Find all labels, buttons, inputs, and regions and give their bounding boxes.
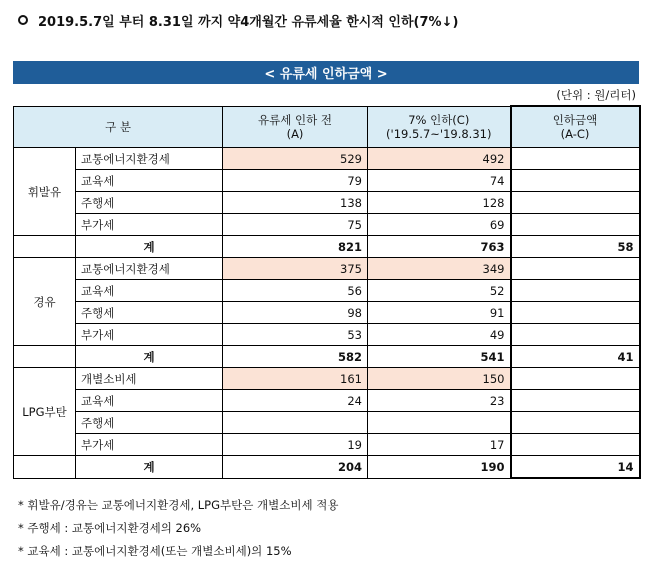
reduction-cell — [511, 324, 640, 346]
headline — [18, 10, 458, 30]
after-cell: 69 — [368, 214, 511, 236]
total-after-cell: 541 — [368, 346, 511, 368]
before-cell — [223, 412, 368, 434]
item-cell: 교육세 — [76, 390, 223, 412]
after-cell: 49 — [368, 324, 511, 346]
total-before-cell: 821 — [223, 236, 368, 258]
total-label: 계 — [76, 236, 223, 258]
group-label-gasoline: 휘발유 — [14, 148, 76, 236]
header-category: 구 분 — [14, 106, 223, 148]
header-before-line2: (A) — [286, 126, 304, 141]
reduction-cell — [511, 368, 640, 390]
header-reduction-line2: (A-C) — [560, 127, 590, 141]
table-row — [14, 412, 640, 434]
total-row — [14, 236, 640, 258]
total-label: 계 — [76, 456, 223, 479]
total-after-cell: 763 — [368, 236, 511, 258]
before-cell: 529 — [223, 148, 368, 170]
reduction-cell — [511, 214, 640, 236]
total-reduction-cell: 58 — [511, 236, 640, 258]
total-spacer-cell — [14, 346, 76, 368]
reduction-cell — [511, 390, 640, 412]
item-cell: 교통에너지환경세 — [76, 148, 223, 170]
footnote-item: * 휘발유/경유는 교통에너지환경세, LPG부탄은 개별소비세 적용 — [18, 498, 339, 512]
total-after-cell: 190 — [368, 456, 511, 479]
total-spacer-cell — [14, 236, 76, 258]
footnote-item: * 주행세 : 교통에너지환경세의 26% — [18, 521, 202, 535]
table-row — [14, 192, 640, 214]
after-cell: 492 — [368, 148, 511, 170]
after-cell: 349 — [368, 258, 511, 280]
before-cell: 161 — [223, 368, 368, 390]
table-row — [14, 280, 640, 302]
table-row — [14, 390, 640, 412]
group-label-diesel: 경유 — [14, 258, 76, 346]
after-cell: 52 — [368, 280, 511, 302]
before-cell: 56 — [223, 280, 368, 302]
unit-label: (단위 : 원/리터) — [556, 88, 636, 102]
before-cell: 375 — [223, 258, 368, 280]
after-cell: 150 — [368, 368, 511, 390]
before-cell: 19 — [223, 434, 368, 456]
tax-reduction-table — [13, 105, 641, 479]
item-cell: 개별소비세 — [76, 368, 223, 390]
total-row — [14, 456, 640, 479]
after-cell: 17 — [368, 434, 511, 456]
total-before-cell: 204 — [223, 456, 368, 479]
after-cell — [368, 412, 511, 434]
header-reduction — [511, 106, 640, 148]
table-row — [14, 368, 640, 390]
table-row — [14, 258, 640, 280]
header-before — [223, 106, 368, 148]
footnote-item: * 교육세 : 교통에너지환경세(또는 개별소비세)의 15% — [18, 544, 292, 558]
before-cell: 138 — [223, 192, 368, 214]
table-row — [14, 434, 640, 456]
table-header-row — [14, 106, 640, 148]
table-row — [14, 324, 640, 346]
circle-bullet-icon — [18, 15, 28, 25]
after-cell: 23 — [368, 390, 511, 412]
before-cell: 53 — [223, 324, 368, 346]
total-reduction-cell: 41 — [511, 346, 640, 368]
header-after-line2: ('19.5.7~'19.8.31) — [386, 126, 492, 141]
after-cell: 128 — [368, 192, 511, 214]
item-cell: 주행세 — [76, 192, 223, 214]
reduction-cell — [511, 302, 640, 324]
table-title-banner: < 유류세 인하금액 > — [13, 61, 639, 84]
reduction-cell — [511, 170, 640, 192]
total-row — [14, 346, 640, 368]
header-after — [368, 106, 511, 148]
headline-text: 2019.5.7일 부터 8.31일 까지 약4개월간 유류세율 한시적 인하(7%↓) — [38, 14, 459, 30]
item-cell: 부가세 — [76, 434, 223, 456]
before-cell: 79 — [223, 170, 368, 192]
table-row — [14, 302, 640, 324]
reduction-cell — [511, 280, 640, 302]
reduction-cell — [511, 434, 640, 456]
total-before-cell: 582 — [223, 346, 368, 368]
reduction-cell — [511, 258, 640, 280]
item-cell: 부가세 — [76, 214, 223, 236]
item-cell: 교육세 — [76, 280, 223, 302]
before-cell: 24 — [223, 390, 368, 412]
table-row — [14, 214, 640, 236]
item-cell: 부가세 — [76, 324, 223, 346]
table-row — [14, 170, 640, 192]
after-cell: 74 — [368, 170, 511, 192]
item-cell: 주행세 — [76, 412, 223, 434]
total-spacer-cell — [14, 456, 76, 479]
before-cell: 98 — [223, 302, 368, 324]
footnotes — [18, 494, 338, 563]
reduction-cell — [511, 192, 640, 214]
header-after-line1: 7% 인하(C) — [408, 112, 470, 127]
after-cell: 91 — [368, 302, 511, 324]
header-reduction-line1: 인하금액 — [552, 113, 598, 127]
reduction-cell — [511, 412, 640, 434]
group-label-lpg: LPG부탄 — [14, 368, 76, 456]
table-row — [14, 148, 640, 170]
item-cell: 교통에너지환경세 — [76, 258, 223, 280]
total-label: 계 — [76, 346, 223, 368]
before-cell: 75 — [223, 214, 368, 236]
total-reduction-cell: 14 — [511, 456, 640, 479]
item-cell: 교육세 — [76, 170, 223, 192]
item-cell: 주행세 — [76, 302, 223, 324]
header-before-line1: 유류세 인하 전 — [258, 112, 332, 127]
reduction-cell — [511, 148, 640, 170]
